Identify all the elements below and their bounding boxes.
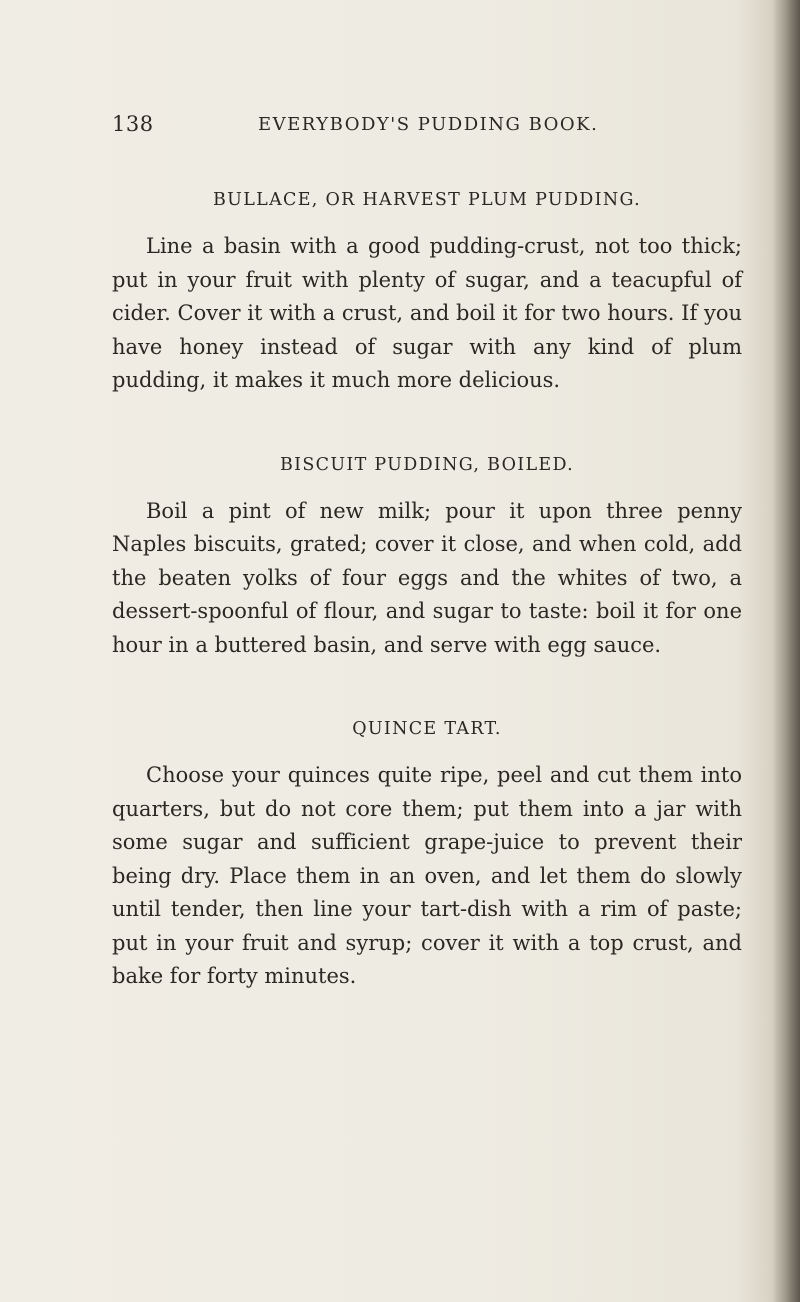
recipe-text: Line a basin with a good pudding-crust, not too thick; put in your fruit with plenty of sugar, and a teacupful of cider. Cover it with a crust, and boil it for two hours. If you have honey instead of sugar with any kind of plum pudding, it makes it much more delicious. (112, 234, 742, 392)
recipe-biscuit-pudding (112, 455, 742, 663)
running-head (112, 112, 752, 144)
recipe-bullace-pudding (112, 190, 742, 398)
recipe-title: QUINCE TART. (352, 719, 502, 739)
recipe-text: Choose your quinces quite ripe, peel and cut them into quarters, but do not core them; put them into a jar with some sugar and sufficient grape-juice to prevent their being dry. Place them in an oven, and let them do slowly until tender, then line your tart-dish with a rim of paste; put in your fruit and syrup; cover it with a top crust, and bake for forty minutes. (112, 763, 742, 988)
recipe-title: BULLACE, OR HARVEST PLUM PUDDING. (213, 190, 641, 210)
recipe-text: Boil a pint of new milk; pour it upon three penny Naples biscuits, grated; cover it close, and when cold, add the beaten yolks of four eggs and the whites of two, a dessert-spoonful of flour, and sugar to taste: boil it for one hour in a buttered basin, and serve with egg sauce. (112, 498, 742, 657)
page-number: 138 (112, 112, 154, 136)
page-content (112, 190, 742, 994)
recipe-quince-tart (112, 719, 742, 994)
binding-edge (772, 0, 800, 1302)
running-title: EVERYBODY'S PUDDING BOOK. (258, 114, 599, 135)
recipe-title: BISCUIT PUDDING, BOILED. (279, 454, 575, 475)
